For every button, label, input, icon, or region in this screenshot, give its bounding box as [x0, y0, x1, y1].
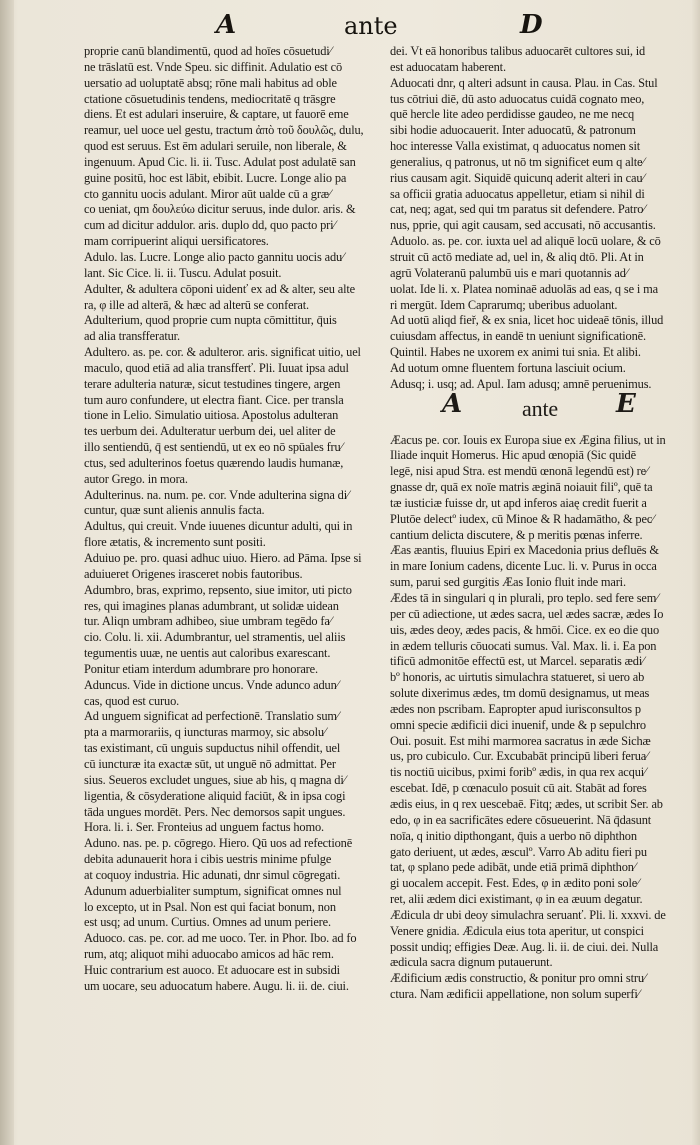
text-line: Plutōe delectº iudex, cū Minoe & R hadamātho, & pec⁄ — [390, 511, 655, 526]
text-line: bº honoris, ac uirtutis simulachra statueret, si uero ab — [390, 670, 645, 685]
text-line: dei. Vt eā honoribus talibus aduocarēt cultores sui, id — [390, 44, 646, 58]
text-line: Iliade inquit Homerus. Hic apud œnopiā (Sic quidē — [390, 448, 636, 463]
text-line: terare adulteria naturæ, sicut testudines tingere, argen — [84, 376, 341, 391]
text-line: omni specie ædificii dici inuenif, unde & p sepulchro — [390, 717, 646, 732]
text-line: reamur, uel uoce uel gestu, tractum ἀπὸ τοῦ δουλῶς, dulu, — [84, 123, 364, 138]
text-line: Aduocati dnr, q alteri adsunt in causa. Plau. in Cas. Stul — [390, 75, 658, 90]
text-line: Huic contrarium est auoco. Et aduocare est in subsidi — [84, 962, 340, 977]
text-line: diens. Et est adulari inseruire, & captare, ut fauorē eme — [84, 107, 349, 122]
text-line: ctatione cōsuetudinis tendens, mediocritatē q trāsgre — [84, 91, 336, 106]
binding-gutter — [0, 0, 14, 1145]
text-line: struit cū actō mediate ad, uel in, & aliq dtō. Pli. At in — [390, 249, 644, 264]
section-heading — [390, 388, 686, 431]
text-line: Æacus pe. cor. Iouis ex Europa siue ex Ægina filius, ut in — [390, 432, 666, 447]
text-line: ligentia, & cōsyderatione aliquid faciūt, & in ipsa cogi — [84, 788, 346, 803]
text-line: tas existimant, cū unguis supductus nihil offendit, uel — [84, 741, 341, 756]
text-line: tes uerbum dei. Adulteratur uerbum dei, uel aliter de — [84, 424, 336, 439]
text-line: proprie canū blandimentū, quod ad hoīes cōsuetudi⁄ — [84, 44, 332, 58]
text-line: Adulterinus. na. num. pe. cor. Vnde adulterina signa di⁄ — [84, 487, 349, 502]
text-line: cat, neq; agat, sed qui tm paratus sit defendere. Patro⁄ — [390, 202, 646, 217]
text-line: ædes non pscribam. Eapropter apud iurisconsultos p — [390, 701, 641, 716]
text-line: tegumentis uuæ, ne uentis aut caloribus exarescant. — [84, 646, 331, 661]
text-line: aduiueret Origenes irasceret nobis fautoribus. — [84, 566, 303, 581]
text-line: uis, ædes deoy, ædes pacis, & hmōi. Cice. ex eo die quo — [390, 622, 660, 637]
text-line: debita adunauerit hora i cibis uestris minime pfulge — [84, 852, 332, 867]
text-line: Ponitur etiam interdum adumbrare pro honorare. — [84, 661, 318, 676]
text-line: Ad uotū aliqd fieř, & ex snia, licet hoc uideaē tōnis, illud — [390, 313, 664, 328]
text-line: cuntur, quæ sunt alienis annulis facta. — [84, 503, 265, 518]
text-line: cantium delicta discutere, & p meritis pœnas inferre. — [390, 527, 643, 542]
text-line: maculo, quod etiā ad alia transfferť. Pli. Iuuat ipsa adul — [84, 360, 349, 375]
text-line: cas, quod est curuo. — [84, 693, 180, 708]
text-line: Aduiuo pe. pro. quasi adhuc uiuo. Hiero. ad Pāma. Ipse si — [84, 551, 362, 565]
text-line: cto gannitu uocis adulant. Miror aūt ualde cū a græ⁄ — [84, 186, 331, 201]
text-line: Adunum aduerbialiter sumptum, significat omnes nul — [84, 883, 342, 898]
text-line: hoc interesse Valla existimat, q aduocatus nomen sit — [390, 139, 641, 154]
text-line: tāda ungues mordēt. Pers. Nec demorsos sapit ungues. — [84, 804, 346, 819]
text-line: ad alia transfferatur. — [84, 329, 180, 344]
text-line: ædis eius, in q rex uescebaē. Fitq; ædes, ut scribit Ser. ab — [390, 796, 663, 811]
text-line: in ædem telluris cōuocati sumus. Val. Max. li. i. Ea pon — [390, 638, 657, 653]
text-line: ædicula sacra dignum putauerunt. — [390, 955, 553, 970]
text-line: tus cōtriui diē, dū asto aduocatus cuidā cognato meo, — [390, 91, 645, 106]
text-line: tæ iusticiæ fuisse dr, ut apd inferos aiaę credit fuerit a — [390, 495, 647, 510]
text-line: res, qui imagines planas adumbrant, ut solidæ uidean — [84, 598, 339, 613]
running-head — [0, 10, 700, 46]
section-heading-word: ante — [522, 395, 559, 421]
text-line: Aduno. nas. pe. p. cōgrego. Hiero. Qū uos ad refectionē — [84, 836, 353, 851]
text-line: us, pro cubiculo. Cur. Excubabāt principū liberi ferua⁄ — [390, 749, 649, 764]
text-line: pta a marmorariis, q iuncturas marmoy, sic absolu⁄ — [84, 725, 326, 740]
right-column-top-entries — [390, 44, 686, 393]
text-line: Adultero. as. pe. cor. & adulteror. aris. significat uitio, uel — [84, 345, 361, 360]
text-line: sibi hodie aduocauerit. Inter aduocatū, & patronum — [390, 123, 636, 138]
left-text-column — [84, 44, 380, 995]
text-line: tum auro confundere, ut electra fiant. Cice. per transla — [84, 392, 344, 407]
text-line: Adultus, qui creuit. Vnde iuuenes dicuntur adulti, qui in — [84, 519, 353, 534]
text-line: generalius, q patronus, ut nō tm significet eum q alte⁄ — [390, 154, 645, 169]
text-line: cum ad dicitur addulor. aris. duplo dd, quo pacto pri⁄ — [84, 218, 336, 233]
text-line: Ædicula dr ubi deoy simulachra seruanť. Pli. li. xxxvi. de — [390, 907, 666, 922]
text-line: escebat. Idē, p cœnaculo posuit cū ait. Stabāt ad fores — [390, 781, 647, 796]
text-line: Quintil. Habes ne uxorem ex animi tui snia. Et alibi. — [390, 345, 641, 360]
text-line: at coquoy industria. Hic adunati, dnr simul cōgregati. — [84, 867, 341, 882]
text-line: co ueniat, qm δουλεύω dicitur seruus, inde dulor. aris. & — [84, 202, 356, 217]
right-text-column — [390, 44, 686, 1003]
text-line: lant. Sic Cice. li. ii. Tuscu. Adulat posuit. — [84, 265, 282, 280]
page-edge — [692, 0, 700, 1145]
text-line: autor Grego. in mora. — [84, 471, 188, 486]
text-line: Aduncus. Vide in dictione uncus. Vnde adunco adun⁄ — [84, 677, 339, 692]
text-line: Æas æantis, fluuius Epiri ex Macedonia prius defluēs & — [390, 543, 659, 558]
text-line: quē hercle lite adeo perdidisse gaudeo, ne me necq — [390, 107, 634, 122]
text-line: guine positū, hoc est lābit, ebibit. Lucre. Longe alio pa — [84, 170, 347, 185]
text-line: tificū admonitōe effectū est, ut Marcel. separatis ædi⁄ — [390, 654, 645, 669]
text-line: Adulo. las. Lucre. Longe alio pacto gannitu uocis adu⁄ — [84, 249, 344, 264]
text-line: ingenuum. Apud Cic. li. ii. Tusc. Adulat post adulatē san — [84, 154, 356, 169]
text-line: Aduoco. cas. pe. cor. ad me uoco. Ter. in Phor. Ibo. ad fo — [84, 931, 357, 946]
text-line: cuiusdam affectus, in eandē tn ueniunt significationē. — [390, 329, 646, 344]
text-line: est aduocatam haberent. — [390, 59, 506, 74]
text-line: per cū adiectione, ut ædes sacra, uel ædes sacræ, ædes Io — [390, 606, 664, 621]
text-line: Adulter, & adultera cōponi uidenť ex ad & alter, seu alte — [84, 281, 356, 296]
text-line: possit undiq; effigies Deæ. Aug. li. ii. de ciui. dei. Nulla — [390, 939, 659, 954]
text-line: edo, φ in ea sacrificātes edere cōsueuerint. Nā q̄dasunt — [390, 812, 652, 827]
text-line: gnasse dr, quā ex noīe matris æginā noiauit filiº, quē ta — [390, 480, 653, 495]
text-line: rius causam agit. Siquidē quicunq aderit alteri in cau⁄ — [390, 170, 645, 185]
text-line: legē, nisi apud Stra. est mendū œnonā legendū est) re⁄ — [390, 464, 648, 479]
text-line: sius. Seueros excludet ungues, siue ab his, q magna di⁄ — [84, 772, 346, 787]
text-line: est usq; ad unum. Curtius. Omnes ad unum periere. — [84, 915, 331, 930]
text-line: sa officii gratia aduocatus appelletur, etiam si nihil di — [390, 186, 645, 201]
text-line: gato deriuent, ut ædes, æsculº. Varro Ab aditu fieri pu — [390, 844, 647, 859]
text-line: Oui. posuit. Est mihi marmorea sacratus in æde Sichæ — [390, 733, 651, 748]
text-line: noīa, q initio dipthongant, q̄uis a uerbo nō diphthon — [390, 828, 637, 843]
text-line: flore ætatis, & incremento sunt positi. — [84, 535, 266, 550]
text-line: tat, φ splano pede adibāt, unde etiā primā diphthon⁄ — [390, 860, 636, 875]
text-line: tis noctiū uicibus, pximi foribº ædis, in qua rex acqui⁄ — [390, 765, 646, 780]
text-line: in mare Ionium cadens, dicente Luc. li. v. Purus in occa — [390, 559, 657, 574]
text-line: cū iuncturæ ita exactæ sūt, ut unguē nō admittat. Per — [84, 756, 336, 771]
text-line: Hora. li. i. Ser. Fronteius ad unguem factus homo. — [84, 820, 324, 835]
section-heading-right-letter: E — [616, 388, 636, 419]
text-line: Ædificium ædis constructio, & ponitur pro omni stru⁄ — [390, 971, 646, 986]
text-line: Adumbro, bras, exprimo, repsento, siue imitor, uti picto — [84, 582, 352, 597]
running-head-right-letter: D — [520, 10, 543, 40]
text-line: nus, pprie, qui agit causam, sed accusati, nō accusantis. — [390, 218, 656, 233]
text-line: ra, φ ille ad alterā, & hæc ad alterū se conferat. — [84, 297, 309, 312]
text-line: agrū Volateranū palumbū uis e mari quotannis ad⁄ — [390, 265, 628, 280]
text-line: cio. Colu. li. xii. Adumbrantur, uel stramentis, uel aliis — [84, 630, 346, 645]
text-line: quod est seruus. Est ēm adulari seruile, non liberale, & — [84, 139, 347, 154]
text-line: um uocare, seu aduocatum habere. Augu. li. ii. de. ciui. — [84, 978, 349, 993]
section-heading-left-letter: A — [442, 388, 463, 419]
text-line: ctura. Nam ædificii appellatione, non solum superfi⁄ — [390, 987, 640, 1002]
text-line: Aduolo. as. pe. cor. iuxta uel ad aliquē locū uolare, & cō — [390, 234, 661, 249]
text-line: tione in Lelio. Simulatio uitiosa. Apostolus adulteran — [84, 408, 339, 423]
text-line: Ædes tā in singulari q in plurali, pro teplo. sed fere sem⁄ — [390, 591, 659, 605]
text-line: tur. Aliqn umbram adhibeo, siue umbram tegēdo fa⁄ — [84, 614, 332, 629]
text-line: uolat. Ide li. x. Platea nominaē aduolās ad eas, q se i ma — [390, 281, 658, 296]
text-line: ret, alii ædem dici existimant, φ in ea æuum degatur. — [390, 892, 643, 907]
text-line: uersatio ad uoluptatē absq; rōne mali habitus ad oble — [84, 75, 337, 90]
text-line: sum, parui sed gurgitis Æas Ionio fluit inde mari. — [390, 575, 626, 590]
text-line: Adusq; i. usq; ad. Apul. Iam adusq; amnē peruenimus. — [390, 376, 652, 391]
text-line: ctus, sed adulterinos foetus quærendo laudis humanæ, — [84, 455, 344, 470]
text-line: lo excepto, ut in Psal. Non est qui faciat bonum, non — [84, 899, 336, 914]
right-column-bottom-entries — [390, 433, 686, 1003]
text-line: ne trāslatū est. Vnde Speu. sic diffinit. Adulatio est cō — [84, 59, 343, 74]
text-line: Ad unguem significat ad perfectionē. Translatio sum⁄ — [84, 709, 339, 724]
running-head-left-letter: A — [216, 10, 237, 40]
text-line: mam corripuerint aliqui uersificatores. — [84, 234, 269, 249]
text-line: illo sentiendū, q̄ est sentiendū, ut ex eo nō spūales fru⁄ — [84, 440, 343, 455]
text-line: gi uocalem accepit. Fest. Edes, φ in ædito poni sole⁄ — [390, 876, 640, 891]
text-line: solute dixerimus ædes, tm domū designamus, ut meas — [390, 686, 650, 701]
text-line: Venere gnidia. Ædicula eius tota aperitur, ut conspici — [390, 923, 644, 938]
running-head-word: ante — [344, 12, 398, 40]
text-line: Ad uotum omne fluentem fortuna lasciuit ocium. — [390, 360, 626, 375]
text-line: ri mergūt. Idem Caprarumq; uberibus aduolant. — [390, 297, 618, 312]
text-line: rum, atq; aliquot mihi aduocabo amicos ad hāc rem. — [84, 947, 334, 962]
text-line: Adulterium, quod proprie cum nupta cōmittitur, q̄uis — [84, 313, 337, 328]
